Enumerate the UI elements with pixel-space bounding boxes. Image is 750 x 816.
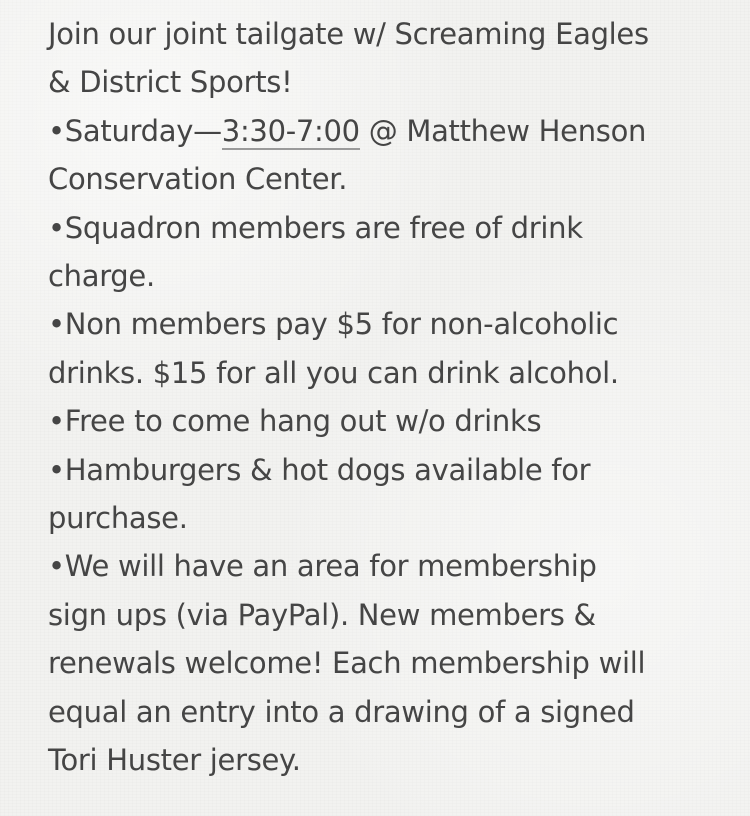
- note-line: •Hamburgers & hot dogs available for: [48, 452, 591, 487]
- note-line: •Squadron members are free of drink: [48, 210, 583, 245]
- location-text: @ Matthew Henson: [359, 113, 647, 148]
- note-line: Conservation Center.: [48, 162, 348, 197]
- note-line: renewals welcome! Each membership will: [48, 646, 646, 681]
- note-line: & District Sports!: [48, 65, 293, 100]
- note-line: •We will have an area for membership: [48, 549, 597, 584]
- note-line: drinks. $15 for all you can drink alcohol.: [48, 355, 619, 390]
- bullet-day-text: •Saturday—: [48, 113, 222, 148]
- note-line: •Non members pay $5 for non-alcoholic: [48, 307, 619, 342]
- note-line: equal an entry into a drawing of a signed: [48, 694, 635, 729]
- note-line: sign ups (via PayPal). New members &: [48, 597, 596, 632]
- note-line: Tori Huster jersey.: [48, 743, 301, 778]
- note-text-body: [48, 10, 738, 785]
- time-range-link[interactable]: 3:30-7:00: [221, 113, 360, 148]
- note-line: purchase.: [48, 501, 188, 536]
- note-line-event-time: [48, 107, 738, 155]
- note-line: Join our joint tailgate w/ Screaming Eagles: [48, 17, 649, 51]
- note-line: •Free to come hang out w/o drinks: [48, 404, 542, 439]
- note-line: charge.: [48, 259, 155, 294]
